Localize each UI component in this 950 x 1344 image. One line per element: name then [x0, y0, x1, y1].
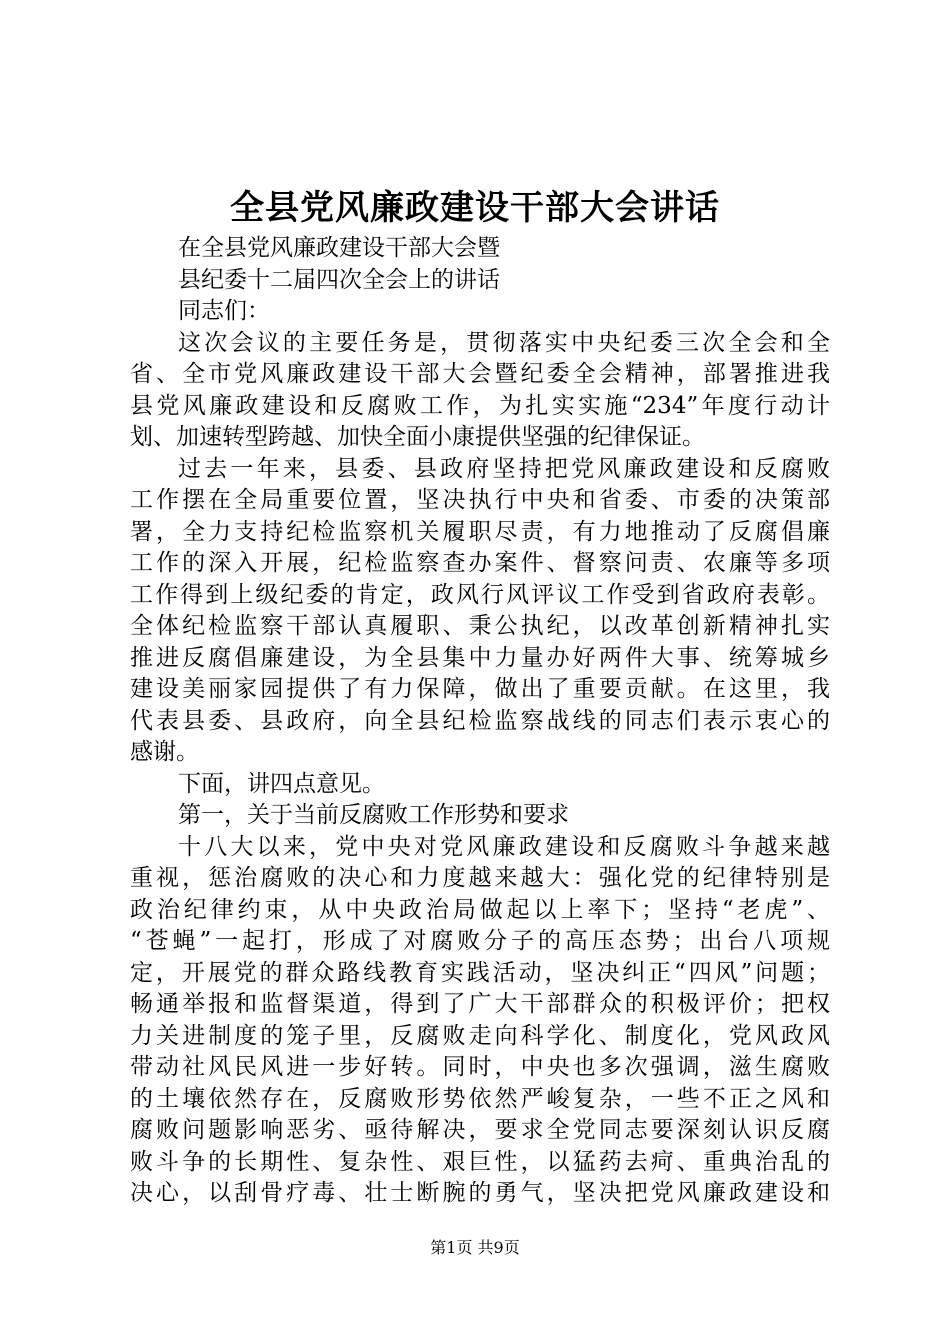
text-line: 过去一年来，县委、县政府坚持把党风廉政建设和反腐败: [178, 455, 830, 482]
text-line: 畅通举报和监督渠道，得到了广大干部群众的积极评价；把权: [130, 991, 830, 1017]
text-line: 重视，惩治腐败的决心和力度越来越大：强化党的纪律特别是: [130, 865, 830, 891]
text-line: “苍蝇”一起打，形成了对腐败分子的高压态势；出台八项规: [130, 928, 830, 954]
text-line: 带动社风民风进一步好转。同时，中央也多次强调，滋生腐败: [130, 1054, 830, 1080]
text-line: 的土壤依然存在，反腐败形势依然严峻复杂，一些不正之风和: [130, 1085, 830, 1112]
text-line: 感谢。: [130, 739, 199, 765]
text-line: 下面，讲四点意见。: [178, 770, 385, 797]
text-line: 力关进制度的笼子里，反腐败走向科学化、制度化，党风政风: [130, 1022, 830, 1049]
text-line: 十八大以来，党中央对党风廉政建设和反腐败斗争越来越: [178, 833, 830, 860]
text-line: 败斗争的长期性、复杂性、艰巨性，以猛药去疴、重典治乱的: [130, 1148, 830, 1175]
text-line: 工作得到上级纪委的肯定，政风行风评议工作受到省政府表彰。: [130, 581, 830, 608]
text-line: 决心，以刮骨疗毒、壮士断腕的勇气，坚决把党风廉政建设和: [130, 1180, 830, 1206]
text-line: 县党风廉政建设和反腐败工作，为扎实实施“234”年度行动计: [130, 392, 830, 419]
text-line: 建设美丽家园提供了有力保障，做出了重要贡献。在这里，我: [130, 676, 830, 702]
text-line: 在全县党风廉政建设干部大会暨: [178, 235, 500, 261]
text-line: 这次会议的主要任务是，贯彻落实中央纪委三次全会和全: [178, 329, 830, 356]
text-line: 全体纪检监察干部认真履职、秉公执纪，以改革创新精神扎实: [130, 613, 830, 639]
document-body: [130, 233, 830, 1210]
text-line: 定，开展党的群众路线教育实践活动，坚决纠正“四风”问题；: [130, 959, 830, 986]
text-line: 县纪委十二届四次全会上的讲话: [178, 266, 500, 293]
text-line: 第一，关于当前反腐败工作形势和要求: [178, 802, 569, 828]
text-line: 划、加速转型跨越、加快全面小康提供坚强的纪律保证。: [130, 424, 705, 450]
document-title: 全县党风廉政建设干部大会讲话: [230, 188, 720, 228]
text-line: 省、全市党风廉政建设干部大会暨纪委全会精神，部署推进我: [130, 361, 830, 387]
text-line: 推进反腐倡廉建设，为全县集中力量办好两件大事、统筹城乡: [130, 644, 830, 671]
text-line: 同志们：: [178, 298, 270, 324]
text-line: 腐败问题影响恶劣、亟待解决，要求全党同志要深刻认识反腐: [130, 1117, 830, 1143]
text-line: 代表县委、县政府，向全县纪检监察战线的同志们表示衷心的: [130, 707, 830, 734]
text-line: 署，全力支持纪检监察机关履职尽责，有力地推动了反腐倡廉: [130, 518, 830, 545]
text-line: 工作摆在全局重要位置，坚决执行中央和省委、市委的决策部: [130, 487, 830, 513]
text-line: 政治纪律约束，从中央政治局做起以上率下；坚持“老虎”、: [130, 896, 830, 923]
page-footer: 第1页 共9页: [430, 1238, 520, 1257]
text-line: 工作的深入开展，纪检监察查办案件、督察问责、农廉等多项: [130, 550, 830, 576]
